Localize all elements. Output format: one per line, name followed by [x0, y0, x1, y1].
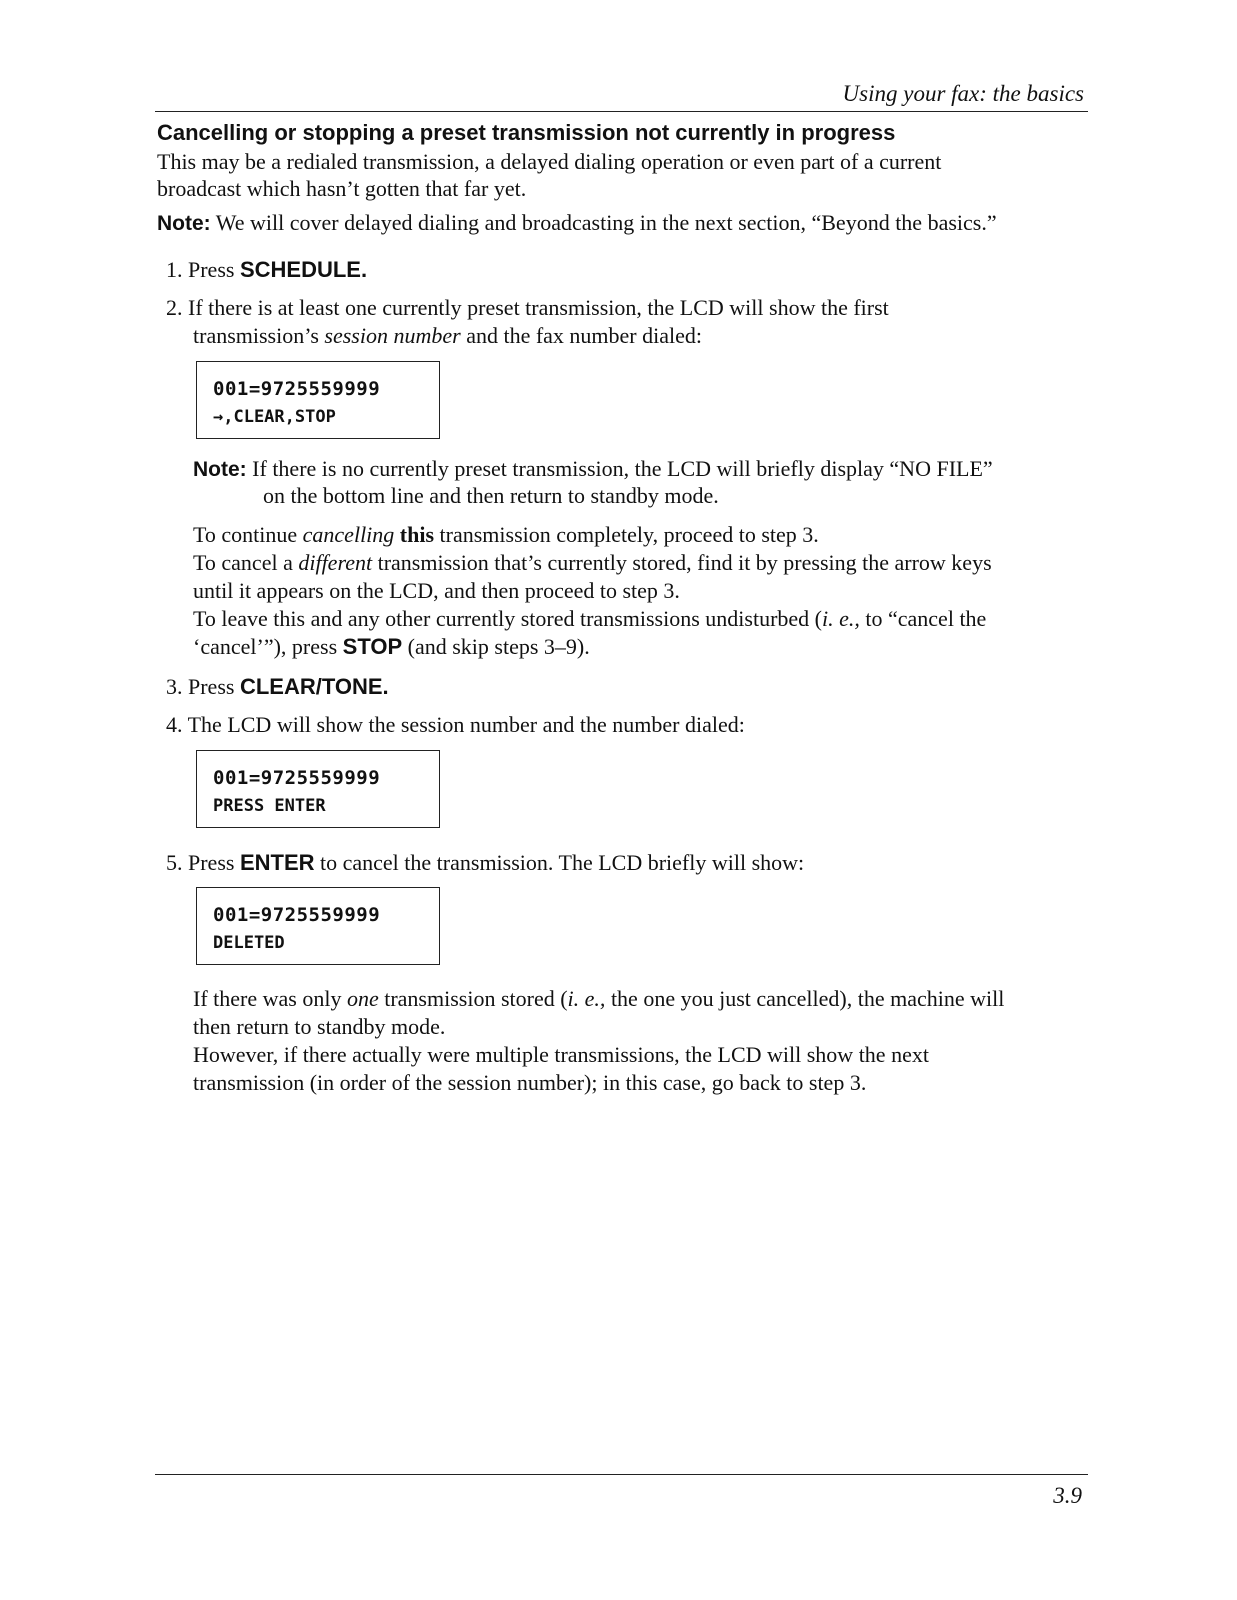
leave-text-a: To leave this and any other currently stored transmissions undisturbed ( — [193, 606, 822, 631]
header-rule — [155, 111, 1088, 112]
lcd-3-line-1: 001=9725559999 — [213, 904, 381, 926]
step-3 — [166, 673, 1116, 701]
enter-key-label: ENTER — [239, 850, 315, 875]
note-paragraph — [157, 209, 1117, 238]
clear-tone-key-label: CLEAR/TONE. — [239, 674, 389, 699]
intro-line-1: This may be a redialed transmission, a delayed dialing operation or even part of a current — [157, 149, 942, 174]
note-label: Note: — [157, 212, 211, 235]
only-text-c: the one you just cancelled), the machine will — [610, 986, 1005, 1011]
step-4 — [166, 711, 1116, 739]
lcd-1-line-2: →,CLEAR,STOP — [213, 407, 336, 427]
different-line-1 — [193, 549, 1113, 577]
intro-line-2: broadcast which hasn’t gotten that far yet. — [157, 176, 527, 201]
continue-text-c: transmission completely, proceed to step 3. — [439, 522, 819, 547]
step-3-text: Press — [188, 674, 235, 699]
continue-em: cancelling — [302, 522, 395, 547]
leave2-text-b: (and skip steps 3–9). — [407, 634, 590, 659]
lcd-1-line-1: 001=9725559999 — [213, 378, 381, 400]
step-2-number: 2. — [166, 295, 183, 320]
footer-rule — [155, 1474, 1088, 1475]
different-em: different — [298, 550, 373, 575]
step-2-line-2 — [193, 322, 1113, 350]
continue-line — [193, 521, 1113, 549]
only-em-2: i. e., — [567, 986, 606, 1011]
lcd-display-1 — [196, 361, 440, 439]
note-text: We will cover delayed dialing and broadcasting in the next section, “Beyond the basics.” — [215, 210, 997, 235]
only-line-2: then return to standby mode. — [193, 1014, 446, 1039]
step-2-line-1 — [166, 294, 1116, 322]
step-5 — [166, 849, 1116, 877]
only-text-b: transmission stored ( — [384, 986, 568, 1011]
step-4-number: 4. — [166, 712, 183, 737]
multi-line-2: transmission (in order of the session number); in this case, go back to step 3. — [193, 1070, 867, 1095]
continue-text-a: To continue — [193, 522, 298, 547]
step-1-number: 1. — [166, 257, 183, 282]
running-header: Using your fax: the basics — [842, 81, 1084, 106]
leave-text-b: to “cancel the — [865, 606, 987, 631]
only-em: one — [346, 986, 379, 1011]
lcd-display-3 — [196, 887, 440, 965]
section-heading: Cancelling or stopping a preset transmission not currently in progress — [157, 120, 896, 145]
session-number-term: session number — [324, 323, 461, 348]
note-2 — [193, 455, 1113, 484]
leave-line-1 — [193, 605, 1113, 633]
schedule-key-label: SCHEDULE. — [239, 257, 368, 282]
different-text-a: To cancel a — [193, 550, 293, 575]
page-number: 3.9 — [1053, 1483, 1082, 1508]
leave-em: i. e., — [822, 606, 860, 631]
different-line-2: until it appears on the LCD, and then proceed to step 3. — [193, 578, 680, 603]
step-3-number: 3. — [166, 674, 183, 699]
lcd-3-line-2: DELETED — [213, 933, 285, 953]
step-4-text: The LCD will show the session number and the number dialed: — [187, 712, 745, 737]
different-text-b: transmission that’s currently stored, find it by pressing the arrow keys — [377, 550, 992, 575]
multi-line-1: However, if there actually were multiple transmissions, the LCD will show the next — [193, 1042, 929, 1067]
stop-key-label: STOP — [342, 634, 403, 659]
leave2-text-a: ‘cancel’”), press — [193, 634, 338, 659]
note-2-line-2: on the bottom line and then return to standby mode. — [263, 483, 719, 508]
step-1 — [166, 256, 1116, 284]
step-2-text-b: and the fax number dialed: — [466, 323, 702, 348]
step-5-text-pre: Press — [188, 850, 235, 875]
lcd-display-2 — [196, 750, 440, 828]
only-text-a: If there was only — [193, 986, 342, 1011]
step-5-text-post: to cancel the transmission. The LCD briefly will show: — [320, 850, 805, 875]
leave-line-2 — [193, 633, 1113, 661]
note-2-line-1: If there is no currently preset transmission, the LCD will briefly display “NO FILE” — [252, 456, 993, 481]
lcd-2-line-2: PRESS ENTER — [213, 796, 326, 816]
step-1-text: Press — [188, 257, 235, 282]
step-2-text: If there is at least one currently preset transmission, the LCD will show the first — [188, 295, 889, 320]
note-2-label: Note: — [193, 458, 247, 481]
lcd-2-line-1: 001=9725559999 — [213, 767, 381, 789]
continue-bold: this — [399, 522, 435, 547]
step-5-number: 5. — [166, 850, 183, 875]
only-line-1 — [193, 985, 1113, 1013]
step-2-text-a: transmission’s — [193, 323, 319, 348]
